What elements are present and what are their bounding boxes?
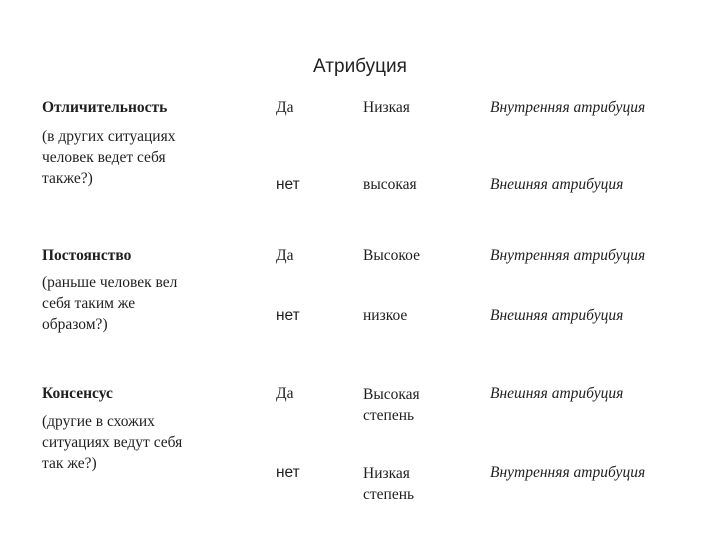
attribution-cell: Внутренняя атрибуция <box>490 99 646 116</box>
attribution-cell: Внешняя атрибуция <box>490 307 624 324</box>
criterion-question: (раньше человек вел себя таким же образом?) <box>42 274 178 333</box>
level-cell: Низкая степень <box>363 465 415 503</box>
criterion-question: (в других ситуациях человек ведет себя также?) <box>42 128 176 187</box>
criterion-label: Консенсус <box>42 385 113 402</box>
attribution-cell: Внутренняя атрибуция <box>490 464 646 481</box>
attribution-cell: Внутренняя атрибуция <box>490 247 646 264</box>
criterion-question: (другие в схожих ситуациях ведут себя так же?) <box>42 413 183 472</box>
answer-cell: нет <box>276 464 300 481</box>
slide-title: Атрибуция <box>313 56 407 77</box>
answer-cell: нет <box>276 176 300 193</box>
attribution-cell: Внешняя атрибуция <box>490 385 624 402</box>
level-cell: низкое <box>363 307 408 324</box>
answer-cell: Да <box>276 99 294 116</box>
level-cell: высокая <box>363 176 417 193</box>
criterion-label: Отличительность <box>42 99 168 116</box>
attribution-cell: Внешняя атрибуция <box>490 176 624 193</box>
level-cell: Высокое <box>363 247 420 264</box>
criterion-label: Постоянство <box>42 247 132 264</box>
level-cell: Высокая степень <box>363 386 420 424</box>
answer-cell: Да <box>276 247 294 264</box>
answer-cell: Да <box>276 385 294 402</box>
level-cell: Низкая <box>363 99 410 116</box>
answer-cell: нет <box>276 307 300 324</box>
